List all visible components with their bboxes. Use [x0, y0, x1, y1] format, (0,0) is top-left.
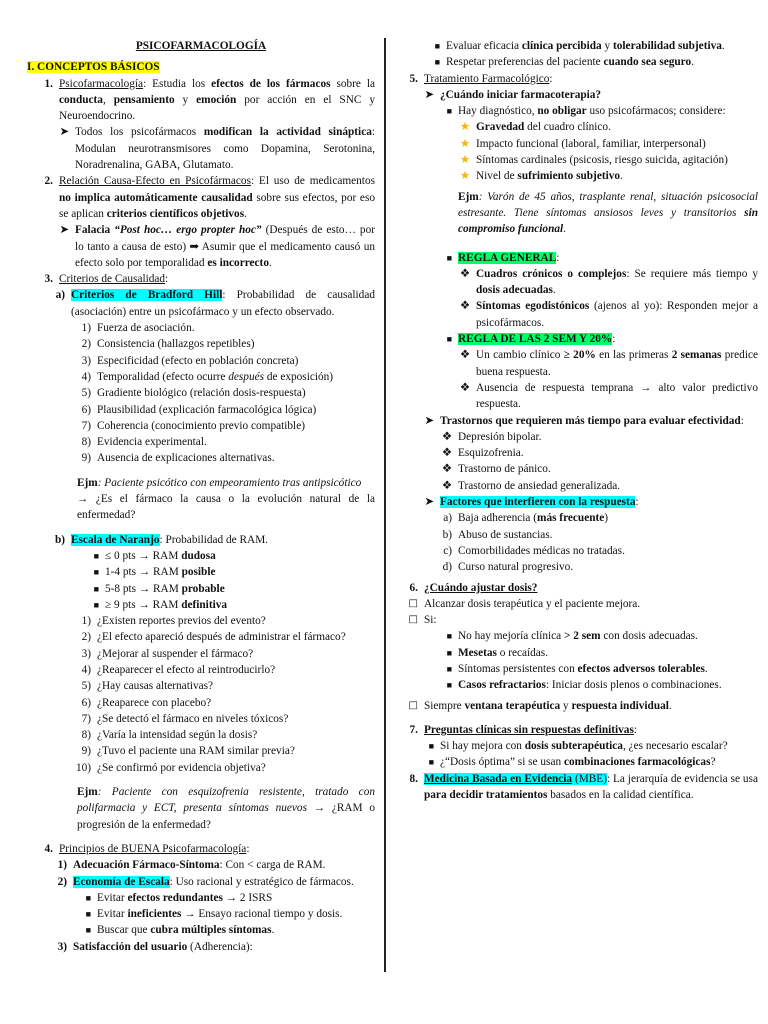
diamond-bullet-icon: ❖ — [441, 430, 452, 443]
factor-item: d) Curso natural progresivo. — [442, 561, 574, 574]
bradford-criterion: 4) Temporalidad (efecto ocurre después de exposición) — [81, 370, 334, 383]
disorder-item: ❖ Depresión bipolar. — [400, 429, 758, 445]
square-bullet-icon: ■ — [446, 631, 452, 642]
principle-2-bullet: ■ Buscar que cubra múltiples síntomas. — [27, 922, 375, 938]
arrow-icon: → — [222, 891, 240, 904]
naranjo-score: ■ 1-4 pts → RAM posible — [27, 564, 375, 580]
bradford-hill-list — [27, 320, 375, 467]
square-bullet-icon: ■ — [446, 663, 452, 674]
adjust-line-3: □ Siempre ventana terapéutica y respuesta individual. — [400, 698, 758, 714]
diamond-bullet-icon: ❖ — [459, 349, 470, 362]
right-column — [400, 38, 758, 803]
left-column — [27, 38, 375, 955]
interfering-factors-list — [400, 510, 758, 575]
naranjo-score: ■ ≥ 9 pts → RAM definitiva — [27, 597, 375, 613]
example-3: Ejm: Varón de 45 años, trasplante renal, situación psicosocial estresante. Tiene síntomas ansiosos leves y transitorios sin compromiso funcional. — [458, 190, 758, 236]
consider-item: ★ Gravedad del cuadro clínico. — [400, 119, 758, 135]
bradford-criterion: 8) Evidencia experimental. — [81, 436, 207, 449]
square-bullet-icon: ■ — [434, 57, 440, 68]
bradford-criterion: 1) Fuerza de asociación. — [81, 322, 195, 335]
naranjo-question: 6) ¿Reaparece con placebo? — [81, 696, 212, 709]
item-6: 6. ¿Cuándo ajustar dosis? — [409, 581, 538, 594]
star-icon: ★ — [459, 121, 470, 134]
adjust-line-2: □ Si: — [400, 612, 758, 628]
document-title: PSICOFARMACOLOGÍA — [135, 40, 267, 52]
adjust-line-1: □ Alcanzar dosis terapéutica y el paciente mejora. — [400, 596, 758, 612]
bradford-criterion: 6) Plausibilidad (explicación farmacológica lógica) — [81, 403, 317, 416]
interfering-factors: ➤ Factores que interfieren con la respuesta: — [400, 494, 758, 510]
arrow-icon: → — [640, 381, 652, 394]
rule-general-item: ❖ Cuadros crónicos o complejos: Se requiere más tiempo y dosis adecuadas. — [400, 266, 758, 299]
star-icon: ★ — [459, 154, 470, 167]
rule-general-items — [400, 266, 758, 331]
naranjo-question: 8) ¿Varía la intensidad según la dosis? — [81, 729, 258, 742]
item-2: 2. Relación Causa-Efecto en Psicofármacos: El uso de medicamentos no implica automáticamente causalidad sobre sus efectos, por eso se aplican criterios científicos objetivos. — [44, 175, 375, 220]
diamond-bullet-icon: ❖ — [441, 479, 452, 492]
box-bullet-icon: □ — [408, 597, 418, 609]
square-bullet-icon: ■ — [93, 567, 99, 578]
naranjo-score: ■ 5-8 pts → RAM probable — [27, 581, 375, 597]
rule-2-weeks-item: ❖ Un cambio clínico ≥ 20% en las primeras 2 semanas predice buena respuesta. — [400, 347, 758, 380]
adjust-bullets — [400, 628, 758, 693]
rule-general-item: ❖ Síntomas egodistónicos (ajenos al yo): Responden mejor a psicofármacos. — [400, 298, 758, 331]
bradford-criterion: 5) Gradiente biológico (relación dosis-respuesta) — [81, 387, 306, 400]
naranjo-question: 4) ¿Reaparecer el efecto al reintroducirlo? — [81, 663, 276, 676]
naranjo-question: 9) ¿Tuvo el paciente una RAM similar previa? — [81, 745, 295, 758]
square-bullet-icon: ■ — [446, 252, 452, 263]
column-divider — [384, 38, 386, 972]
arrow-bullet-icon: ➤ — [424, 414, 434, 427]
box-bullet-icon: □ — [408, 614, 418, 626]
principle-3: 3) Satisfacción del usuario (Adherencia): — [57, 940, 253, 953]
adjust-bullet: ■ No hay mejoría clínica > 2 sem con dosis adecuadas. — [400, 628, 758, 644]
factor-item: a) Baja adherencia (más frecuente) — [443, 512, 609, 525]
square-bullet-icon: ■ — [85, 925, 91, 936]
diamond-bullet-icon: ❖ — [459, 300, 470, 313]
principle-2-bullets — [27, 890, 375, 939]
top-bullet: ■ Respetar preferencias del paciente cuando sea seguro. — [400, 54, 758, 70]
naranjo-questions-list — [27, 613, 375, 776]
square-bullet-icon: ■ — [446, 680, 452, 691]
naranjo-question: 1) ¿Existen reportes previos del evento? — [81, 615, 266, 628]
bradford-criterion: 9) Ausencia de explicaciones alternativas. — [81, 452, 275, 465]
item-5: 5. Tratamiento Farmacológico: — [409, 72, 553, 85]
adjust-bullet: ■ Casos refractarios: Iniciar dosis plenos o combinaciones. — [400, 677, 758, 693]
square-bullet-icon: ■ — [434, 41, 440, 51]
item-1-sub: ➤ Todos los psicofármacos modifican la actividad sináptica: Modulan neurotransmisores como Dopamina, Serotonina, Noradrenalina, GABA, Glutamato. — [27, 124, 375, 173]
item-7: 7. Preguntas clínicas sin respuestas definitivas: — [409, 723, 637, 736]
when-start-question: ➤ ¿Cuándo iniciar farmacoterapia? — [400, 87, 758, 103]
diamond-bullet-icon: ❖ — [459, 267, 470, 280]
rule-2-weeks-items — [400, 347, 758, 412]
bradford-criterion: 3) Especificidad (efecto en población concreta) — [81, 354, 299, 367]
consider-item: ★ Impacto funcional (laboral, familiar, interpersonal) — [400, 136, 758, 152]
principle-2-bullet: ■ Evitar ineficientes → Ensayo racional tiempo y dosis. — [27, 906, 375, 922]
principle-2-bullet: ■ Evitar efectos redundantes → 2 ISRS — [27, 890, 375, 906]
arrow-bullet-icon: ➤ — [59, 126, 69, 139]
arrow-icon: → — [138, 598, 150, 611]
adjust-bullet: ■ Mesetas o recaídas. — [400, 645, 758, 661]
disorder-item: ❖ Esquizofrenia. — [400, 445, 758, 461]
factor-item: b) Abuso de sustancias. — [442, 528, 553, 541]
item-3: 3. Criterios de Causalidad: — [44, 273, 169, 286]
principle-2: 2) Economía de Escala: Uso racional y estratégico de fármacos. — [57, 875, 354, 888]
naranjo-question: 2) ¿El efecto apareció después de administrar el fármaco? — [81, 631, 346, 644]
example-2: Ejm: Paciente con esquizofrenia resistente, tratado con polifarmacia y ECT, presenta síntomas nuevos → ¿RAM o progresión de la enfermedad? — [77, 786, 375, 831]
naranjo-heading: b) Escala de Naranjo: Probabilidad de RAM. — [54, 533, 269, 546]
square-bullet-icon: ■ — [93, 599, 99, 610]
square-bullet-icon: ■ — [93, 550, 99, 561]
when-start-bullet: ■ Hay diagnóstico, no obligar uso psicofármacos; considere: — [400, 103, 758, 119]
arrow-icon: → — [313, 802, 326, 815]
bradford-criterion: 7) Coherencia (conocimiento previo compatible) — [81, 419, 305, 432]
star-icon: ★ — [459, 170, 470, 183]
arrow-bullet-icon: ➤ — [424, 496, 434, 509]
factor-item: c) Comorbilidades médicas no tratadas. — [443, 544, 625, 557]
diamond-bullet-icon: ❖ — [441, 463, 452, 476]
open-questions-list — [400, 738, 758, 771]
arrow-bullet-icon: ➤ — [59, 224, 69, 237]
open-question: ■ Si hay mejora con dosis subterapéutica, ¿es necesario escalar? — [400, 738, 758, 754]
term-psicofarmacologia: Psicofarmacología — [59, 77, 144, 90]
item-8: 8. Medicina Basada en Evidencia (MBE): La jerarquía de evidencia se usa para decidir tratamientos basados en la calidad científica. — [409, 772, 758, 802]
arrow-bullet-icon: ➤ — [424, 88, 434, 101]
disorder-item: ❖ Trastorno de ansiedad generalizada. — [400, 478, 758, 494]
top-bullets — [400, 38, 758, 71]
arrow-icon: → — [138, 549, 150, 562]
rule-general: ■ REGLA GENERAL: — [400, 250, 758, 266]
consider-star-list — [400, 119, 758, 184]
item-4: 4. Principios de BUENA Psicofarmacología: — [44, 842, 250, 855]
longer-time-disorders: ➤ Trastornos que requieren más tiempo para evaluar efectividad: — [400, 413, 758, 429]
item-1: 1. Psicofarmacología: Estudia los efectos de los fármacos sobre la conducta, pensamiento y emoción por acción en el SNC y Neuroendocrino. — [44, 77, 375, 123]
square-bullet-icon: ■ — [85, 892, 91, 903]
example-1: Ejm: Paciente psicótico con empeoramiento tras antipsicótico → ¿Es el fármaco la causa o la evolución natural de la enfermedad? — [77, 476, 375, 522]
naranjo-question: 10) ¿Se confirmó por evidencia objetiva? — [75, 761, 266, 774]
naranjo-question: 7) ¿Se detectó el fármaco en niveles tóxicos? — [81, 712, 289, 725]
square-bullet-icon: ■ — [446, 106, 452, 117]
arrow-icon: → — [138, 566, 151, 579]
principle-1: 1) Adecuación Fármaco-Síntoma: Con < carga de RAM. — [57, 859, 326, 872]
disorder-item: ❖ Trastorno de pánico. — [400, 461, 758, 477]
square-bullet-icon: ■ — [428, 741, 434, 752]
naranjo-scale-list — [27, 548, 375, 613]
square-bullet-icon: ■ — [446, 334, 452, 345]
arrow-icon: → — [138, 582, 151, 595]
arrow-icon: → — [181, 908, 199, 921]
naranjo-score: ■ ≤ 0 pts → RAM dudosa — [27, 548, 375, 564]
item-2-sub: ➤ Falacia “Post hoc… ergo propter hoc” (Después de esto… por lo tanto a causa de esto) ➡ Asumir que el medicamento causó un efecto solo por temporalidad es incorrecto. — [27, 222, 375, 271]
consider-item: ★ Nivel de sufrimiento subjetivo. — [400, 168, 758, 184]
top-bullet: ■ Evaluar eficacia clínica percibida y tolerabilidad subjetiva. — [400, 38, 758, 54]
diamond-bullet-icon: ❖ — [441, 447, 452, 460]
diamond-bullet-icon: ❖ — [459, 381, 470, 394]
bradford-hill-heading: a) Criterios de Bradford Hill: Probabilidad de causalidad (asociación) entre un psicofármaco y un efecto observado. — [55, 289, 375, 318]
longer-time-list — [400, 429, 758, 494]
naranjo-question: 5) ¿Hay causas alternativas? — [81, 680, 214, 693]
square-bullet-icon: ■ — [85, 909, 91, 920]
arrow-icon: → — [77, 493, 89, 506]
star-icon: ★ — [459, 137, 470, 150]
open-question: ■ ¿“Dosis óptima” si se usan combinaciones farmacológicas? — [400, 754, 758, 770]
rule-2-weeks-item: ❖ Ausencia de respuesta temprana → alto valor predictivo respuesta. — [400, 380, 758, 413]
square-bullet-icon: ■ — [446, 647, 452, 658]
section-heading: I. CONCEPTOS BÁSICOS — [27, 61, 160, 74]
square-bullet-icon: ■ — [93, 583, 99, 594]
adjust-bullet: ■ Síntomas persistentes con efectos adversos tolerables. — [400, 661, 758, 677]
rule-2-weeks: ■ REGLA DE LAS 2 SEM Y 20%: — [400, 331, 758, 347]
box-bullet-icon: □ — [408, 699, 418, 711]
square-bullet-icon: ■ — [428, 757, 434, 768]
naranjo-question: 3) ¿Mejorar al suspender el fármaco? — [81, 647, 254, 660]
bradford-criterion: 2) Consistencia (hallazgos repetibles) — [81, 338, 255, 351]
consider-item: ★ Síntomas cardinales (psicosis, riesgo suicida, agitación) — [400, 152, 758, 168]
